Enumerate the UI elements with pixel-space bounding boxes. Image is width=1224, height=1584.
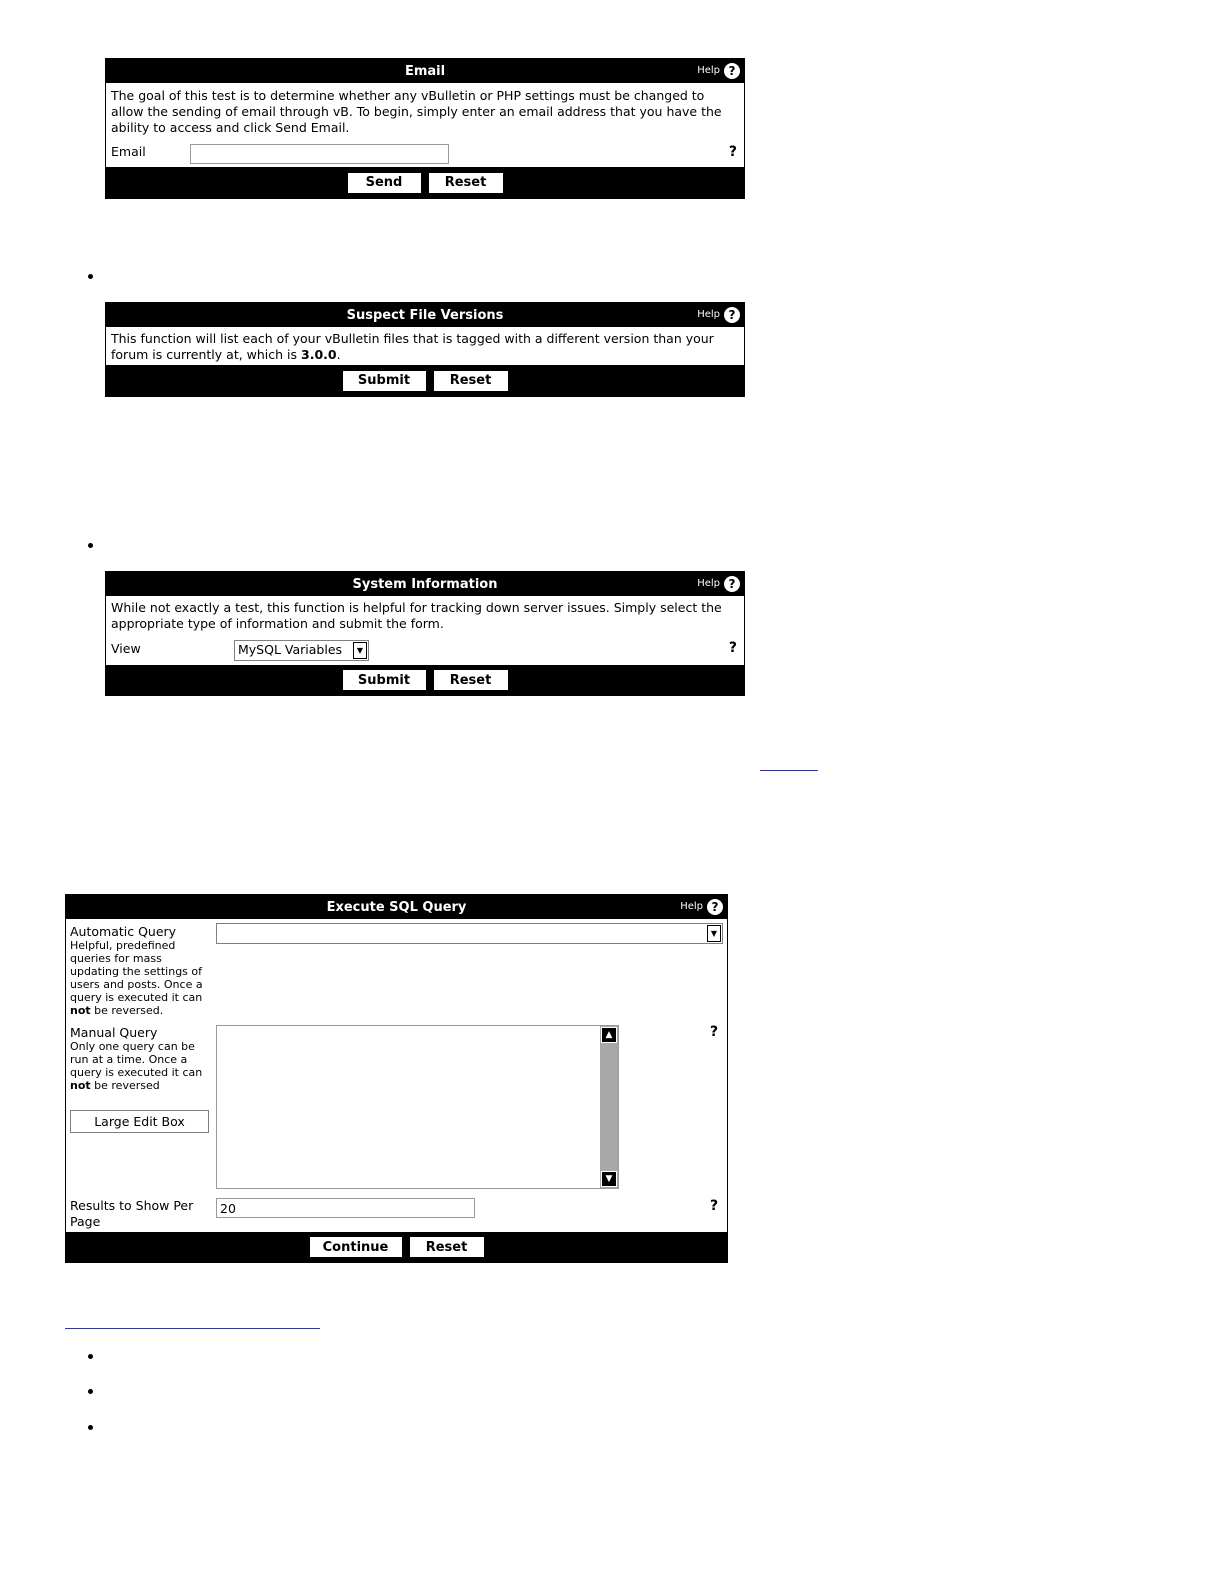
question-circle-icon: ? (724, 63, 740, 79)
suspect-description-text: This function will list each of your vBulletin files that is tagged with a different version than your forum is currently at, which is (111, 331, 714, 362)
large-edit-box-button[interactable]: Large Edit Box (70, 1110, 209, 1133)
sql-panel-footer (66, 1232, 727, 1262)
chevron-down-icon: ▼ (353, 642, 367, 659)
email-reset-button[interactable]: Reset (428, 172, 504, 194)
sysinfo-reset-button[interactable]: Reset (433, 669, 509, 691)
email-panel-title: Email (404, 64, 446, 79)
list-bullet (88, 274, 93, 279)
sysinfo-panel-title: System Information (352, 577, 498, 592)
sql-help-label: Help (680, 901, 703, 912)
sysinfo-submit-button[interactable]: Submit (342, 669, 427, 691)
automatic-query-select[interactable] (216, 923, 723, 944)
chevron-down-icon: ▼ (707, 925, 721, 942)
manual-query-label: Manual Query (70, 1025, 158, 1040)
sysinfo-help-label: Help (697, 578, 720, 589)
suspect-panel-header (106, 303, 744, 327)
manual-query-help-icon[interactable]: ? (710, 1024, 719, 1040)
send-button[interactable]: Send (347, 172, 422, 194)
email-row-help-icon[interactable]: ? (728, 144, 737, 160)
suspect-help-label: Help (697, 309, 720, 320)
execute-sql-query-panel (65, 894, 728, 1263)
suspect-description (106, 327, 744, 363)
email-label: Email (111, 144, 146, 159)
sysinfo-help-link[interactable] (697, 576, 740, 592)
list-bullet (88, 1354, 93, 1359)
sysinfo-panel-footer (106, 665, 744, 695)
results-per-page-label: Results to Show Per Page (70, 1198, 194, 1229)
triangle-up-icon[interactable]: ▲ (601, 1027, 617, 1043)
auto-note-emphasis: not (70, 1004, 91, 1017)
list-bullet (88, 1425, 93, 1430)
auto-note-text: Helpful, predefined queries for mass updating the settings of users and posts. Once a query is executed it can (70, 939, 203, 1004)
sysinfo-description: While not exactly a test, this function is helpful for tracking down server issues. Simply select the appropriate type of information and submit the form. (111, 600, 722, 631)
email-input[interactable] (190, 144, 449, 164)
sql-reset-button[interactable]: Reset (409, 1236, 485, 1258)
view-label: View (111, 641, 141, 656)
link-underline[interactable] (760, 770, 818, 771)
email-panel (105, 58, 745, 199)
triangle-down-icon[interactable]: ▼ (601, 1171, 617, 1187)
manual-note-text: Only one query can be run at a time. Once a query is executed it can (70, 1040, 203, 1079)
results-help-icon[interactable]: ? (710, 1198, 719, 1214)
automatic-query-label: Automatic Query (70, 924, 177, 939)
email-help-label: Help (697, 65, 720, 76)
question-circle-icon: ? (707, 899, 723, 915)
link-underline[interactable] (65, 1328, 320, 1329)
auto-note-end: be reversed. (90, 1004, 164, 1017)
automatic-query-cell (70, 924, 210, 1017)
automatic-query-note (70, 939, 210, 1017)
continue-button[interactable]: Continue (309, 1236, 403, 1258)
question-circle-icon: ? (724, 576, 740, 592)
view-selected-value: MySQL Variables (238, 642, 343, 657)
sysinfo-panel-header (106, 572, 744, 596)
email-panel-header (106, 59, 744, 83)
email-panel-footer (106, 167, 744, 198)
suspect-file-versions-panel (105, 302, 745, 397)
manual-query-textarea[interactable] (216, 1025, 619, 1189)
manual-query-note (70, 1040, 210, 1092)
manual-note-emphasis: not (70, 1079, 91, 1092)
suspect-panel-footer (106, 365, 744, 396)
results-per-page-input[interactable] (216, 1198, 475, 1218)
suspect-panel-title: Suspect File Versions (346, 308, 504, 323)
textarea-scrollbar[interactable] (600, 1026, 618, 1188)
forum-version: 3.0.0 (301, 347, 337, 362)
sysinfo-row-help-icon[interactable]: ? (728, 640, 737, 656)
manual-note-end: be reversed (90, 1079, 160, 1092)
sql-panel-title: Execute SQL Query (326, 900, 467, 915)
sql-panel-header (66, 895, 727, 919)
sql-help-link[interactable] (680, 899, 723, 915)
suspect-description-end: . (336, 347, 341, 362)
suspect-reset-button[interactable]: Reset (433, 370, 509, 392)
manual-query-cell (70, 1025, 210, 1092)
list-bullet (88, 543, 93, 548)
view-select[interactable] (234, 640, 369, 661)
question-circle-icon: ? (724, 307, 740, 323)
email-description: The goal of this test is to determine whether any vBulletin or PHP settings must be changed to allow the sending of email through vB. To begin, simply enter an email address that you have the ability to access and click Send Email. (111, 88, 722, 135)
suspect-help-link[interactable] (697, 307, 740, 323)
suspect-submit-button[interactable]: Submit (342, 370, 427, 392)
system-information-panel (105, 571, 745, 696)
list-bullet (88, 1389, 93, 1394)
email-help-link[interactable] (697, 63, 740, 79)
